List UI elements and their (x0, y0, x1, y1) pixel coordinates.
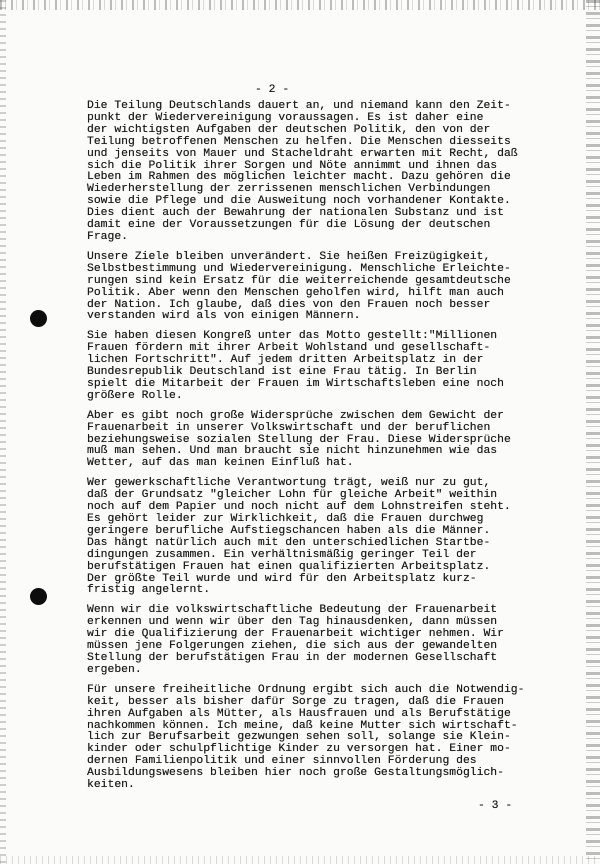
paragraph-7: Für unsere freiheitliche Ordnung ergibt sich auch die Notwendig- keit, besser als bisher dafür Sorge zu tragen, daß die Frauen ihren Aufgaben als Mütter, als Hausfrauen und als Berufstätige nachkommen können. Ich meine, daß keine Mutter sich wirtschaft- lich zur Berufsarbeit gezwungen sehen soll, solange sie Klein- kinder oder schulpflichtige Kinder zu versorgen hat. Einer mo- dernen Familienpolitik und einer sinnvollen Förderung des Ausbildungswesens bleiben hier noch große Gestaltungsmöglich- keiten. (87, 683, 525, 792)
paragraph-1: Die Teilung Deutschlands dauert an, und niemand kann den Zeit- punkt der Wiedervereinigung voraussagen. Es ist daher eine der wichtigsten Aufgaben der deutschen Politik, den von der Teilung betroffenen Menschen zu helfen. Die Menschen diesseits und jenseits von Mauer und Stacheldraht erwarten mit Recht, daß sich die Politik ihrer Sorgen und Nöte annimmt und ihnen das Leben im Rahmen des möglichen leichter macht. Dazu gehören die Wiederherstellung der zerrissenen menschlichen Verbindungen sowie die Pflege und die Ausweitung noch vorhandener Kontakte. Dies dient auch der Bewahrung der nationalen Substanz und ist damit eine der Voraussetzungen für die Lösung der deutschen Frage. (87, 100, 518, 243)
scan-edge-right (586, 0, 600, 864)
scan-edge-top (0, 0, 600, 10)
paragraph-6: Wenn wir die volkswirtschaftliche Bedeutung der Frauenarbeit erkennen und wenn wir über den Tag hinausdenken, dann müssen wir die Qualifizierung der Frauenarbeit wichtiger nehmen. Wir müssen jene Folgerungen ziehen, die sich aus der gewandelten Stellung der berufstätigen Frau in der modernen Gesellschaft ergeben. (87, 604, 504, 676)
next-page-marker-footer: - 3 - (478, 800, 513, 812)
punch-hole-upper (30, 310, 47, 327)
punch-hole-lower (30, 588, 47, 605)
page-number-header: - 2 - (255, 84, 290, 96)
paragraph-2: Unsere Ziele bleiben unverändert. Sie heißen Freizügigkeit, Selbstbestimmung und Wiedervereinigung. Menschliche Erleichte- rungen sind kein Ersatz für die weiterreichende gesamtdeutsche Politik. Aber wenn den Menschen geholfen wird, hilft man auch der Nation. Ich glaube, daß dies von den Frauen noch besser verstanden wird als von einigen Männern. (87, 250, 511, 323)
paragraph-3: Sie haben diesen Kongreß unter das Motto gestellt:"Millionen Frauen fördern mit ihrer Arbeit Wohlstand und gesellschaft- lichen Fortschritt". Auf jedem dritten Arbeitsplatz in der Bundesrepublik Deutschland ist eine Frau tätig. In Berlin spielt die Mitarbeit der Frauen im Wirtschaftsleben eine noch größere Rolle. (87, 330, 504, 402)
paragraph-4: Aber es gibt noch große Widersprüche zwischen dem Gewicht der Frauenarbeit in unserer Volkswirtschaft und der beruflichen beziehungsweise sozialen Stellung der Frau. Diese Widersprüche muß man sehen. Und man braucht sie nicht hinzunehmen wie das Wetter, auf das man keinen Einfluß hat. (87, 409, 511, 470)
scan-edge-bottom (0, 856, 600, 864)
scan-edge-left (0, 0, 6, 864)
paragraph-5: Wer gewerkschaftliche Verantwortung trägt, weiß nur zu gut, daß der Grundsatz "gleicher Lohn für gleiche Arbeit" weithin noch auf dem Papier und noch nicht auf dem Lohnstreifen steht. Es gehört leider zur Wirklichkeit, daß die Frauen durchweg geringere berufliche Aufstiegschancen haben als die Männer. Das hängt natürlich auch mit den unterschiedlichen Startbe- dingungen zusammen. Ein verhältnismäßig geringer Teil der berufstätigen Frauen hat einen qualifizierten Arbeitsplatz. Der größte Teil wurde und wird für den Arbeitsplatz kurz- fristig angelernt. (87, 477, 511, 597)
body-text (87, 101, 547, 800)
